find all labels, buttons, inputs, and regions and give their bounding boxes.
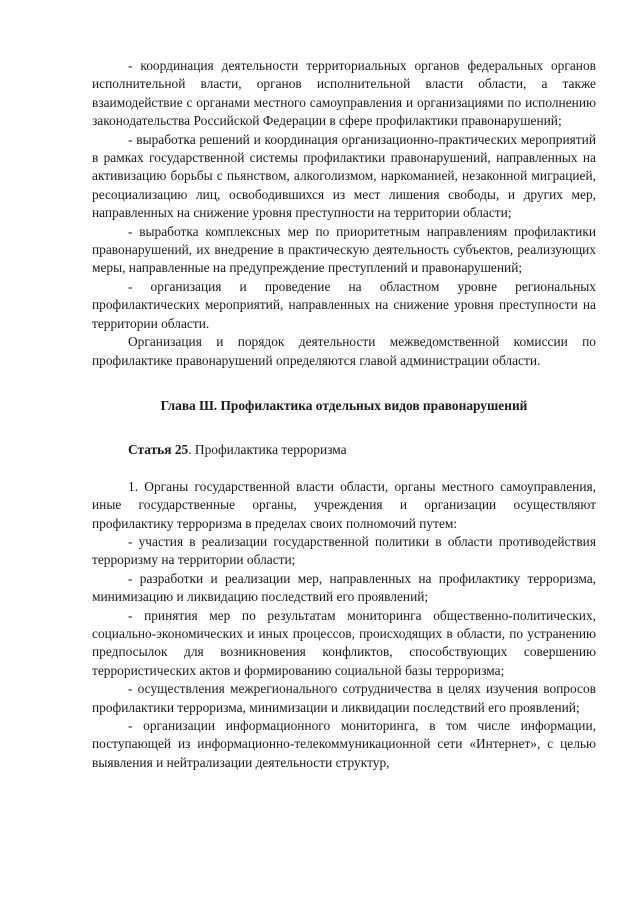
paragraph-information-monitoring: - организации информационного мониторинга, в том числе информации, поступающей из информационно-телекоммуникационной сети «Интернет», с целью выявления и нейтрализации деятельности структур, [92, 718, 596, 770]
article-title: . Профилактика терроризма [188, 442, 347, 458]
paragraph-state-policy: - участия в реализации государственной политики в области противодействия терроризму на территории области; [92, 533, 596, 568]
chapter-title: Глава Ш. Профилактика отдельных видов правонарушений [160, 397, 528, 413]
paragraph-interregional-cooperation: - осуществления межрегионального сотрудничества в целях изучения вопросов профилактики терроризма, минимизации и ликвидации последствий его проявлений; [92, 681, 596, 715]
paragraph-regional-events: - организация и проведение на областном уровне региональных профилактических мероприятий, направленных на снижение уровня преступности на территории области. [92, 278, 596, 331]
paragraph-monitoring-measures: - принятия мер по результатам мониторинга общественно-политических, социально-экономических и иных процессов, происходящих в области, по устранению предпосылок для возникновения конфликтов, способствующих совершению террористических актов и формированию социальной базы терроризма; [92, 607, 596, 678]
paragraph-measures-development: - разработки и реализации мер, направленных на профилактику терроризма, минимизацию и ликвидацию последствий его проявлений; [92, 570, 596, 605]
paragraph-decision-making: - выработка решений и координация организационно-практических мероприятий в рамках государственной системы профилактики правонарушений, направленных на активизацию борьбы с пьянством, алкоголизмом, наркоманией, незаконной миграцией, ресоциализацию лиц, освободившихся из мест лишения свободы, и других мер, направленных на снижение уровня преступности на территории области; [92, 131, 596, 221]
article-heading [92, 441, 596, 459]
paragraph-commission-procedure: Организация и порядок деятельности межведомственной комиссии по профилактике правонарушений определяются главой администрации области. [92, 334, 596, 368]
document-page [92, 57, 596, 772]
paragraph-article-intro: 1. Органы государственной власти области, органы местного самоуправления, иные государственные органы, учреждения и организации осуществляют профилактику терроризма в пределах своих полномочий путем: [92, 478, 596, 531]
paragraph-coordination: - координация деятельности территориальных органов федеральных органов исполнительной власти, органов исполнительной власти области, а также взаимодействие с органами местного самоуправления и организациями по исполнению законодательства Российской Федерации в сфере профилактики правонарушений; [92, 58, 596, 129]
article-number: Статья 25 [128, 442, 189, 458]
paragraph-complex-measures: - выработка комплексных мер по приоритетным направлениям профилактики правонарушений, их внедрение в практическую деятельность субъектов, реализующих меры, направленные на предупреждение преступлений и правонарушений; [92, 223, 596, 276]
